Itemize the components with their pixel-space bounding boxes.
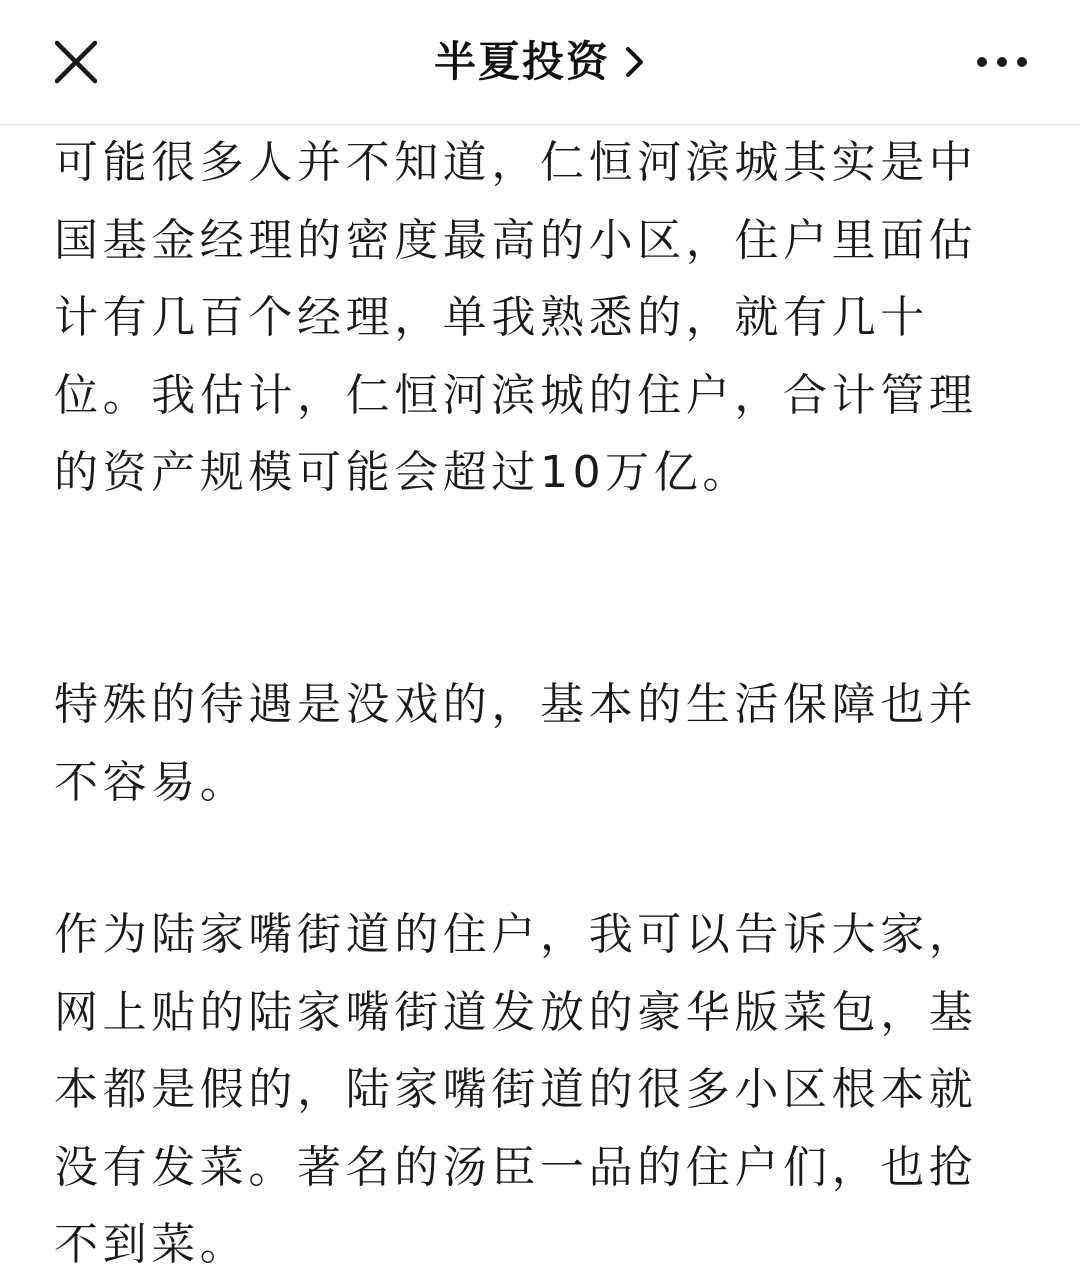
more-options-button[interactable] — [972, 40, 1032, 84]
article-paragraph: 可能很多人并不知道，仁恒河滨城其实是中 国基金经理的密度最高的小区，住户里面估 计有几百个经理，单我熟悉的，就有几十 位。我估计，仁恒河滨城的住户，合计管理 的资产规模可能会超过10万亿。 — [54, 137, 978, 498]
account-title-link[interactable] — [0, 30, 1080, 94]
article-paragraph: 作为陆家嘴街道的住户，我可以告诉大家， 网上贴的陆家嘴街道发放的豪华版菜包，基 本都是假的，陆家嘴街道的很多小区根本就 没有发菜。著名的汤臣一品的住户们，也抢 不到菜。 — [54, 909, 978, 1270]
article-paragraph: 特殊的待遇是没戏的，基本的生活保障也并 不容易。 — [54, 679, 978, 808]
top-navigation-bar — [0, 0, 1080, 125]
account-name: 半夏投资 — [433, 37, 610, 86]
more-horizontal-icon — [972, 40, 1032, 84]
chevron-right-icon — [624, 45, 646, 79]
